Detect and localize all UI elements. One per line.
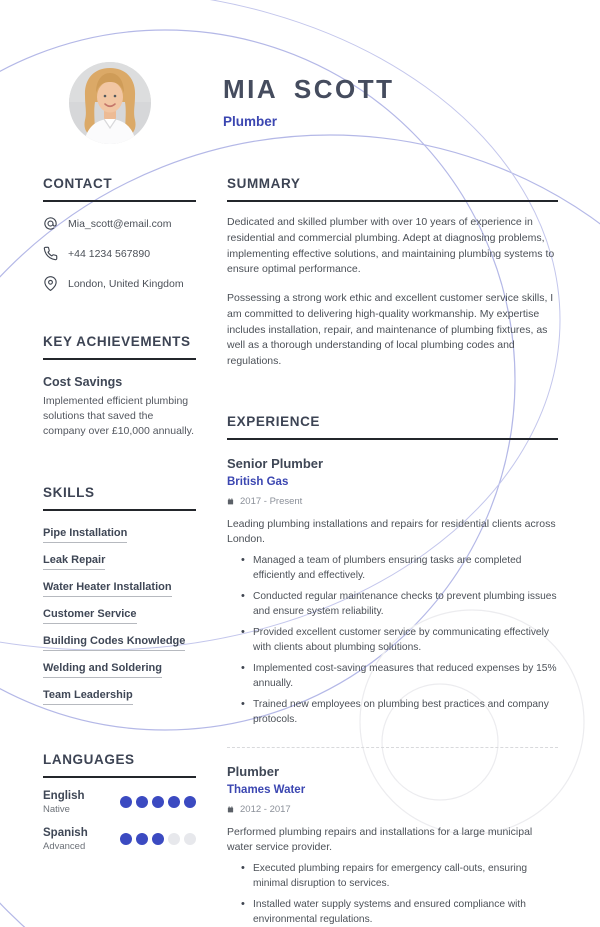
skill-item: Water Heater Installation (43, 581, 172, 597)
key-achievements-section (43, 334, 196, 440)
experience-bullet: • Conducted regular maintenance checks to prevent plumbing issues and ensure system reliability. (253, 590, 558, 619)
language-level-label: Advanced (43, 840, 86, 852)
summary-heading: SUMMARY (227, 176, 301, 191)
achievement-title: Cost Savings (43, 375, 123, 389)
experience-bullet: • Trained new employees on plumbing best practices and company protocols. (253, 698, 558, 727)
experience-bullet: • Implemented cost-saving measures that reduced expenses by 15% annually. (253, 662, 558, 691)
skill-list (43, 516, 196, 705)
main-column (227, 176, 558, 927)
contact-text: London, United Kingdom (68, 277, 184, 290)
experience-bullet: • Executed plumbing repairs for emergency call-outs, ensuring minimal disruption to services. (253, 862, 558, 891)
person-title: Plumber (223, 114, 278, 129)
contact-text: +44 1234 567890 (68, 247, 151, 260)
company-name: British Gas (227, 475, 289, 488)
languages-heading: LANGUAGES (43, 751, 135, 767)
language-level-dot (184, 796, 196, 808)
contact-item (43, 215, 196, 232)
language-name: Spanish (43, 826, 88, 839)
language-item (43, 790, 196, 815)
header-identity (223, 74, 395, 129)
languages-section (43, 752, 196, 852)
at-sign-icon (43, 216, 58, 231)
experience-bullet: • Managed a team of plumbers ensuring tasks are completed efficiently and effectively. (253, 554, 558, 583)
job-bullet-list (227, 554, 558, 727)
skill-item: Leak Repair (43, 554, 105, 570)
contact-text: Mia_scott@email.com (68, 217, 172, 230)
language-item (43, 827, 196, 852)
summary-paragraph: Possessing a strong work ethic and excellent customer service skills, I am committed to delivering high-quality workmanship. My expertise includes installation, repair, and maintenance of plumbing fixtures, as well as a thorough understanding of local plumbing codes and regulations. (227, 292, 554, 367)
job-bullet-list (227, 862, 558, 927)
profile-photo (69, 62, 151, 144)
calendar-icon (227, 498, 234, 505)
contact-item (43, 245, 196, 262)
experience-list (227, 456, 558, 927)
section-rule (43, 509, 196, 511)
entry-divider (227, 747, 558, 748)
job-title: Senior Plumber (227, 455, 324, 471)
section-rule (43, 776, 196, 778)
language-level-dot (152, 833, 164, 845)
sidebar (43, 176, 196, 852)
phone-icon (43, 246, 58, 261)
language-level-dot (152, 796, 164, 808)
skill-item: Customer Service (43, 608, 137, 624)
skills-section (43, 485, 196, 705)
experience-heading: EXPERIENCE (227, 413, 321, 429)
language-level-dot (136, 796, 148, 808)
contact-heading: CONTACT (43, 176, 113, 191)
company-name: Thames Water (227, 784, 306, 797)
contact-list (43, 215, 196, 292)
experience-entry (227, 764, 558, 927)
language-level-label: Native (43, 803, 70, 815)
section-rule (227, 438, 558, 440)
location-pin-icon (43, 276, 58, 291)
person-name: MIA SCOTT (223, 74, 395, 104)
language-level-dot (168, 833, 180, 845)
summary-paragraph: Dedicated and skilled plumber with over 10 years of experience in residential and commercial plumbing. Adept at diagnosing problems, implementing effective solutions, and maintaining plumbing systems to ensure optimal performance. (227, 216, 555, 276)
skill-item: Pipe Installation (43, 527, 127, 543)
job-lead-description: Leading plumbing installations and repairs for residential clients across London. (227, 517, 556, 545)
experience-entry (227, 456, 558, 727)
language-level-dot (136, 833, 148, 845)
date-range-text: 2017 - Present (240, 495, 303, 507)
contact-section (43, 176, 196, 292)
language-level-dot (184, 833, 196, 845)
skill-item: Building Codes Knowledge (43, 635, 185, 651)
language-level-dot (120, 796, 132, 808)
language-list (43, 790, 196, 852)
section-rule (43, 358, 196, 360)
experience-section (227, 414, 558, 927)
calendar-icon (227, 806, 234, 813)
language-labels (43, 790, 85, 815)
language-name: English (43, 789, 85, 802)
language-level-dot (120, 833, 132, 845)
language-level-dots (120, 833, 196, 845)
skills-heading: SKILLS (43, 484, 95, 500)
achievement-list (43, 375, 196, 440)
language-labels (43, 827, 88, 852)
date-range (227, 804, 558, 815)
summary-section (227, 176, 558, 370)
language-level-dot (168, 796, 180, 808)
date-range (227, 496, 558, 507)
contact-item (43, 275, 196, 292)
date-range-text: 2012 - 2017 (240, 804, 291, 816)
language-level-dots (120, 796, 196, 808)
experience-bullet: • Installed water supply systems and ensured compliance with environmental regulations. (253, 898, 558, 927)
section-rule (227, 200, 558, 202)
job-lead-description: Performed plumbing repairs and installations for a large municipal water service provider. (227, 826, 533, 854)
skill-item: Welding and Soldering (43, 662, 162, 678)
summary-paragraphs (227, 215, 558, 370)
section-rule (43, 200, 196, 202)
achievement-description: Implemented efficient plumbing solutions that saved the company over £10,000 annually. (43, 395, 194, 438)
job-title: Plumber (227, 764, 280, 780)
key-achievements-heading: KEY ACHIEVEMENTS (43, 334, 191, 349)
experience-bullet: • Provided excellent customer service by communicating effectively with clients about plumbing solutions. (253, 626, 558, 655)
skill-item: Team Leadership (43, 689, 133, 705)
